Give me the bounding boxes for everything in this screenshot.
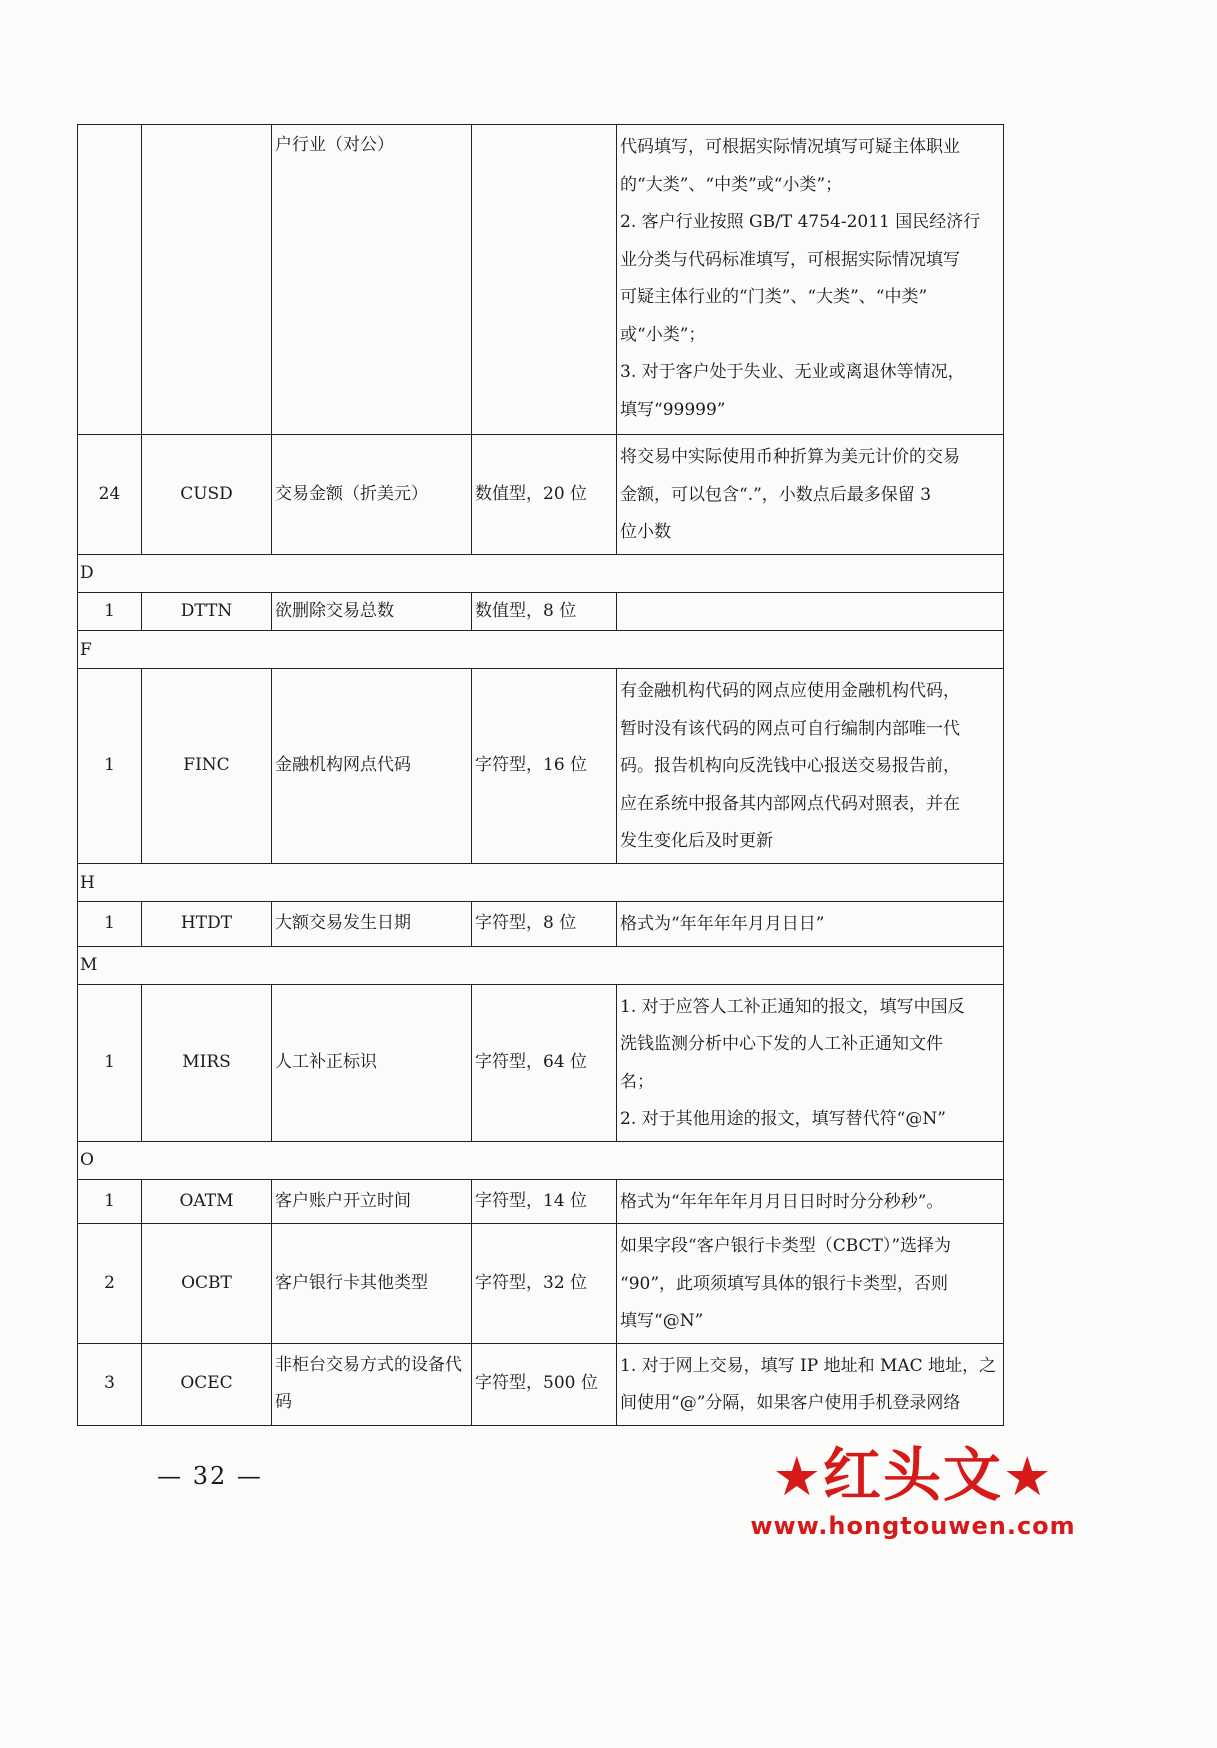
field-description-cell	[617, 1224, 1004, 1344]
section-letter: O	[78, 1141, 1004, 1179]
row-number-cell: 2	[78, 1224, 142, 1344]
field-description-cell	[617, 984, 1004, 1141]
description-line: 3. 对于客户处于失业、无业或离退休等情况，	[620, 362, 965, 382]
field-name-cell: 欲删除交易总数	[272, 592, 472, 631]
field-format-cell: 数值型，8 位	[472, 592, 617, 631]
description-line: 暂时没有该代码的网点可自行编制内部唯一代	[620, 718, 960, 739]
description-line: 格式为“年年年年月月日日时时分分秒秒”。	[620, 1191, 944, 1212]
field-format-cell	[472, 125, 617, 435]
row-number-cell: 1	[78, 1179, 142, 1224]
description-line: 格式为“年年年年月月日日”	[620, 914, 825, 934]
watermark-title	[748, 1440, 1078, 1512]
description-line: 发生变化后及时更新	[620, 831, 773, 851]
table-row	[78, 125, 1004, 435]
field-description-cell	[617, 125, 1004, 435]
field-name-cell: 客户银行卡其他类型	[272, 1224, 472, 1344]
field-code-cell	[142, 125, 272, 435]
field-code-cell: HTDT	[142, 902, 272, 947]
field-name-cell: 交易金额（折美元）	[272, 435, 472, 555]
table-row	[78, 902, 1004, 947]
section-header-row	[78, 554, 1004, 592]
row-number-cell: 24	[78, 435, 142, 555]
field-format-cell: 字符型，32 位	[472, 1224, 617, 1344]
description-line: 2. 对于其他用途的报文，填写替代符“@N”	[620, 1109, 946, 1129]
field-description-cell	[617, 1179, 1004, 1224]
description-line: 金额，可以包含“.”，小数点后最多保留 3	[620, 484, 932, 505]
field-code-cell: MIRS	[142, 984, 272, 1141]
description-line: 2. 客户行业按照 GB/T 4754-2011 国民经济行	[620, 212, 981, 232]
site-watermark	[748, 1440, 1078, 1540]
field-format-cell: 字符型，14 位	[472, 1179, 617, 1224]
page-number: — 32 —	[157, 1462, 263, 1490]
description-line: 1. 对于应答人工补正通知的报文，填写中国反	[620, 996, 965, 1017]
section-letter: M	[78, 946, 1004, 984]
description-line: 码。报告机构向反洗钱中心报送交易报告前，	[620, 756, 960, 776]
section-header-row	[78, 864, 1004, 902]
field-code-cell: DTTN	[142, 592, 272, 631]
star-icon: ★	[1003, 1445, 1054, 1508]
description-line: 有金融机构代码的网点应使用金融机构代码，	[620, 681, 960, 701]
star-icon: ★	[772, 1445, 823, 1508]
field-name-cell: 非柜台交易方式的设备代码	[272, 1343, 472, 1425]
field-format-cell: 字符型，16 位	[472, 669, 617, 864]
field-spec-table	[77, 124, 1004, 1426]
section-header-row	[78, 631, 1004, 669]
row-number-cell: 3	[78, 1343, 142, 1425]
table-row	[78, 1179, 1004, 1224]
description-line: 填写“@N”	[620, 1311, 704, 1331]
field-format-cell: 字符型，500 位	[472, 1343, 617, 1425]
field-description-cell	[617, 902, 1004, 947]
field-description-cell	[617, 669, 1004, 864]
description-line: 如果字段“客户银行卡类型（CBCT）”选择为	[620, 1236, 952, 1256]
field-code-cell: OATM	[142, 1179, 272, 1224]
description-line: 代码填写，可根据实际情况填写可疑主体职业	[620, 137, 960, 157]
field-description-cell	[617, 435, 1004, 555]
field-description-cell	[617, 592, 1004, 631]
field-name-cell: 户行业（对公）	[272, 125, 472, 435]
table-row	[78, 984, 1004, 1141]
section-header-row	[78, 946, 1004, 984]
field-description-cell	[617, 1343, 1004, 1425]
description-line: 名；	[620, 1071, 654, 1092]
field-format-cell: 字符型，8 位	[472, 902, 617, 947]
field-code-cell: FINC	[142, 669, 272, 864]
description-line: 可疑主体行业的“门类”、“大类”、“中类”	[620, 287, 928, 307]
description-line: 洗钱监测分析中心下发的人工补正通知文件	[620, 1034, 943, 1054]
watermark-title-text: 红头文	[822, 1441, 1003, 1509]
field-name-cell: 金融机构网点代码	[272, 669, 472, 864]
field-spec-table-body	[78, 125, 1004, 1426]
section-letter: F	[78, 631, 1004, 669]
description-line: 1. 对于网上交易，填写 IP 地址和 MAC 地址，之	[620, 1355, 997, 1376]
row-number-cell: 1	[78, 592, 142, 631]
description-line: 位小数	[620, 522, 671, 542]
section-letter: D	[78, 554, 1004, 592]
field-format-cell: 数值型，20 位	[472, 435, 617, 555]
field-name-cell: 大额交易发生日期	[272, 902, 472, 947]
row-number-cell: 1	[78, 902, 142, 947]
section-header-row	[78, 1141, 1004, 1179]
watermark-url: www.hongtouwen.com	[750, 1512, 1076, 1540]
description-line: 业分类与代码标准填写，可根据实际情况填写	[620, 249, 960, 270]
field-format-cell: 字符型，64 位	[472, 984, 617, 1141]
description-line: 的“大类”、“中类”或“小类”；	[620, 174, 843, 195]
section-letter: H	[78, 864, 1004, 902]
description-line: 应在系统中报备其内部网点代码对照表，并在	[620, 793, 960, 814]
field-name-cell: 人工补正标识	[272, 984, 472, 1141]
field-name-cell: 客户账户开立时间	[272, 1179, 472, 1224]
table-row	[78, 1224, 1004, 1344]
description-line: 将交易中实际使用币种折算为美元计价的交易	[620, 447, 960, 467]
description-line: 或“小类”；	[620, 324, 706, 345]
table-row	[78, 1343, 1004, 1425]
field-code-cell: OCEC	[142, 1343, 272, 1425]
field-code-cell: OCBT	[142, 1224, 272, 1344]
field-code-cell: CUSD	[142, 435, 272, 555]
description-line: 间使用“@”分隔，如果客户使用手机登录网络	[620, 1393, 961, 1413]
description-line: “90”，此项须填写具体的银行卡类型，否则	[620, 1273, 949, 1294]
description-line: 填写“99999”	[620, 399, 726, 420]
table-row	[78, 669, 1004, 864]
table-row	[78, 592, 1004, 631]
row-number-cell	[78, 125, 142, 435]
table-row	[78, 435, 1004, 555]
row-number-cell: 1	[78, 984, 142, 1141]
row-number-cell: 1	[78, 669, 142, 864]
